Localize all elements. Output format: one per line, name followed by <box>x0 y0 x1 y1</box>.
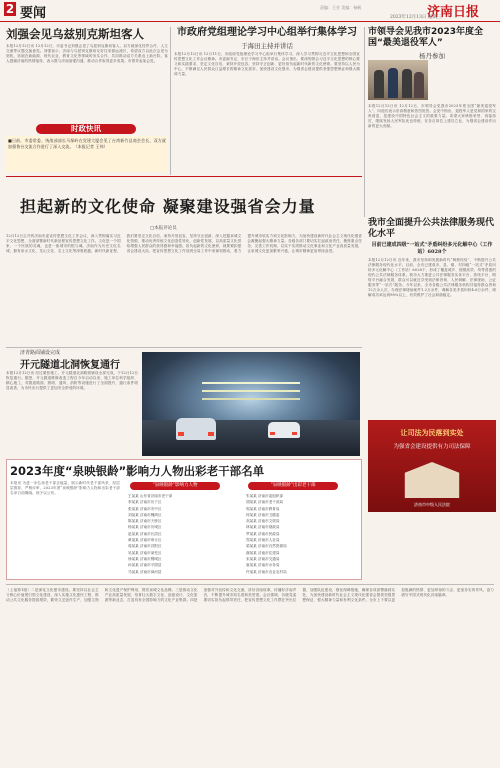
section-title: 要闻 <box>20 6 47 21</box>
list-left <box>128 493 240 575</box>
list-item: 许某某 济南市农业农村局 <box>246 569 287 574</box>
shizheng-banner <box>6 123 168 134</box>
ad-line-1: 让司法为民落到实处 <box>400 428 464 437</box>
main-commentary-title: 担起新的文化使命 凝聚建设强省会力量 <box>20 197 316 216</box>
ad-banner <box>368 420 496 512</box>
tunnel-title: 开元隧道北洞恢复通行 <box>20 360 120 371</box>
page-number: 2 <box>5 2 15 16</box>
list-item: 马某某 济南市商河县 <box>128 569 162 574</box>
list-item: 李某某 济南市历下区 <box>128 500 162 505</box>
article-2-subtitle: 于海田主持并讲话 <box>241 42 293 50</box>
article-1-title: 刘强会见乌兹别克斯坦客人 <box>6 27 144 41</box>
list-item: 杨某某 济南市历城区 <box>128 525 162 530</box>
list-item: 郑某某 济南市人社局 <box>246 538 280 543</box>
main-commentary-byline: □本报评论员 <box>150 226 177 231</box>
list-item: 周某某 济南市济阳区 <box>128 544 162 549</box>
list-item: 唐某某 济南市水务局 <box>246 563 280 568</box>
ad-building <box>398 462 466 498</box>
list-item: 梁某某 济南市自然资源局 <box>246 544 287 549</box>
masthead <box>0 0 500 22</box>
ad-note: 济南市中级人民法院 <box>414 502 450 507</box>
list-item: 林某某 济南市财政局 <box>246 525 280 530</box>
list-item: 郭某某 济南市教育局 <box>246 506 280 511</box>
list-item: 黄某某 济南市章丘区 <box>128 538 162 543</box>
article-2-title: 市政府党组理论学习中心组举行集体学习 <box>177 27 357 38</box>
ad-line-2: 为强省会建设提供有力司法保障 <box>393 444 471 450</box>
issue-date: 2023年12月13日 星期三 <box>390 15 442 20</box>
list-item: 孙某某 济南市平阴县 <box>128 563 162 568</box>
paper-name: 济南日报 <box>427 5 480 20</box>
list-item: 谢某某 济南市住建局 <box>246 550 280 555</box>
list-item: 刘某某 济南市槐荫区 <box>128 512 162 517</box>
list-item: 赵某某 济南市长清区 <box>128 531 162 536</box>
list-item: 王某某 山东省济南市老干部 <box>128 494 173 498</box>
article-3-photo <box>368 60 428 100</box>
article-2-body: 本报12月12日讯 12月11日，市政府党组理论学习中心组举行集体学习，深入学习贯彻习近平文化思想和全国宣传思想文化工作会议精神。市委副书记、市长于海田主持并讲话。会议指出，要深刻领会习近平文化思想的核心要义和实践要求，坚定文化自信，秉持开放包容，坚持守正创新，更好担负起新时代新的文化使命。要坚持以人民为中心，不断满足人民群众日益增长的精神文化需求，加快建设文化强市，为强省会建设提供坚强思想保证和强大精神力量。 <box>174 52 360 76</box>
shizheng-body: ■日前，市委常委、统战部部长马保岭在党建大厦会见了台湾新竹县商会会长，双方就加强鲁台交流合作进行了深入交流。（本报记者 王伟） <box>6 136 168 172</box>
list-right-header: “泉映银龄”出彩老干部 <box>248 482 338 490</box>
list-item: 何某某 济南市卫健委 <box>246 512 280 517</box>
list-item: 胡某某 济南市老干部局 <box>246 500 284 505</box>
article-3-subtitle: 杨丹参加 <box>419 52 445 60</box>
list-item: 宋某某 济南市交通局 <box>246 556 280 561</box>
right-article-subtitle: 目前已建成四级“一站式”矛盾纠纷多元化解中心（工作站）6028个 <box>371 242 493 255</box>
article-3-body: 本报12月12日讯 12月12日，市领导会见我市2023年度全国“最美退役军人”，向他们表示崇高敬意和热烈祝贺。会见中指出，退役军人是党和国家的宝贵财富，是建设中国特色社会主义的重要力量。希望大家珍惜荣誉、再接再厉，继续发扬人民军队优良传统，在各自岗位上建功立业，为强省会建设作出新的更大贡献。 <box>368 104 496 128</box>
bottom-body: （上接第1版）二是深化文化强市建设。要坚持以社会主义核心价值观引领文化建设，深入实施文化惠民工程，推动公共文化服务提质增效，繁荣文艺创作生产，加强文物和文化遗产保护利用，擦亮泉城文化品牌。三是推动文化产业高质量发展，培育壮大数字文化、创意设计、文化旅游等新业态，打造具有全国影响力的文化产业集群。四是加强对外宣传和文化交流，讲好济南故事，传播好济南声音，不断提升城市知名度和美誉度。会议强调，各级党委要切实担负起领导责任，把宣传思想文化工作摆在突出位置，加强队伍建设，强化保障措施，确保各项部署落到实处，为加快建设新时代社会主义现代化强省会提供坚强思想保证、强大精神力量和有利文化条件。全市上下要以更加饱满的热情、更加昂扬的斗志、更加务实的作风，奋力谱写中国式现代化济南篇章。 <box>6 588 494 602</box>
list-right <box>246 493 358 575</box>
tunnel-photo <box>142 352 360 456</box>
editors: 责编：王芳 美编：杨帆 <box>320 5 362 10</box>
right-article-body: 本报12月12日讯 近年来，我市坚持和发展新时代“枫桥经验”，不断提升公共法律服务现代化水平。目前，全市已建成市、县、镇、村四级“一站式”矛盾纠纷多元化解中心（工作站）6028个，形成了覆盖城乡、便捷高效、均等普惠的现代公共法律服务体系。我市大力推进公共法律服务实体平台、热线平台、网络平台融合发展，群众可以就近享受到法律咨询、人民调解、法律援助、公证服务等“一站式”服务。今年以来，全市各级公共法律服务机构共接待群众咨询12万余人次，办理法律援助案件1.2万余件，调解各类矛盾纠纷4.6万余件，调解成功率达到98%以上，有效维护了社会和谐稳定。 <box>368 258 496 297</box>
main-commentary-body: 12月12日召开的济南市委宣传思想文化工作会议，深入贯彻落实习近平文化思想，全面部署新时代新征程宣传思想文化工作。文化是一个国家、一个民族的灵魂，也是一座城市的根与魂。济南作为历史文化名城，拥有泉水文化、龙山文化、名士文化等深厚底蕴。新时代新征程，我们要坚定文化自信，秉持开放包容，坚持守正创新，深入挖掘泉城文化资源，推动优秀传统文化创造性转化、创新性发展，以高质量文化供给增强人民群众的获得感和幸福感。担负起新的文化使命，就要紧扣强省会建设大局，把宣传思想文化工作放到全局工作中来谋划推动，着力提升城市软实力和文化影响力，为加快建设新时代社会主义现代化强省会凝聚起强大精神力量。各级各部门要切实扛起政治责任，聚焦重点任务，完善工作机制，以实干实绩推动文化事业和文化产业高质量发展，让泉城文化更加繁荣兴盛，让城市精神更加昂扬奋进。 <box>6 234 362 253</box>
list-item: 张某某 济南市市中区 <box>128 506 162 511</box>
right-article-title: 我市全面提升公共法律服务现代化水平 <box>368 218 495 239</box>
article-1-body: 本报12月12日讯 12月12日，市委书记刘强会见了乌兹别克斯坦客人，双方就深化经贸合作、人文交流等议题交换意见。刘强表示，济南与乌兹别克斯坦友好往来源远流长，希望双方以此次会见为契机，拓展在新能源、现代农业、教育文化等领域的务实合作，共同推动双方关系迈上新台阶。客人感谢济南的热情接待，表示愿与济南加强沟通，推动合作取得更多成果。市领导参加会见。 <box>6 44 168 63</box>
nomination-title: 2023年度“泉映银龄”影响力人物出彩老干部名单 <box>10 464 265 478</box>
tunnel-body: 本报12月12日讯 经过紧张施工，开元隧道北洞路面铺设全部完成，于12月12日恢复通行。据悉，开元隧道维修改造工程自今年启动以来，施工单位科学组织、精心施工，对隧道路面、照明、通风、消防等设施进行了全面提升，通行条件明显改善，为市民出行提供了更加安全舒适的环境。 <box>6 371 138 390</box>
list-item: 朱某某 济南市委组织部 <box>246 494 284 498</box>
list-left-header: “泉映银龄”影响力人物 <box>130 482 220 490</box>
list-item: 罗某某 济南市民政局 <box>246 531 280 536</box>
list-item: 陈某某 济南市天桥区 <box>128 519 162 524</box>
list-item: 徐某某 济南市钢城区 <box>128 556 162 561</box>
article-3-title: 市领导会见我市2023年度全国“最美退役军人” <box>368 27 484 48</box>
tunnel-kicker: 济青路面铺设完成 <box>20 350 61 356</box>
list-item: 高某某 济南市文旅局 <box>246 519 280 524</box>
shizheng-label: 时政快讯 <box>71 124 101 133</box>
list-item: 吴某某 济南市莱芜区 <box>128 550 162 555</box>
nomination-intro: 本报讯 为进一步弘扬老干部正能量，展示新时代老干部风采，经层层推荐、严格评审，2023年度“泉映银龄”影响力人物和出彩老干部名单日前揭晓。现予以公布。 <box>10 481 120 495</box>
